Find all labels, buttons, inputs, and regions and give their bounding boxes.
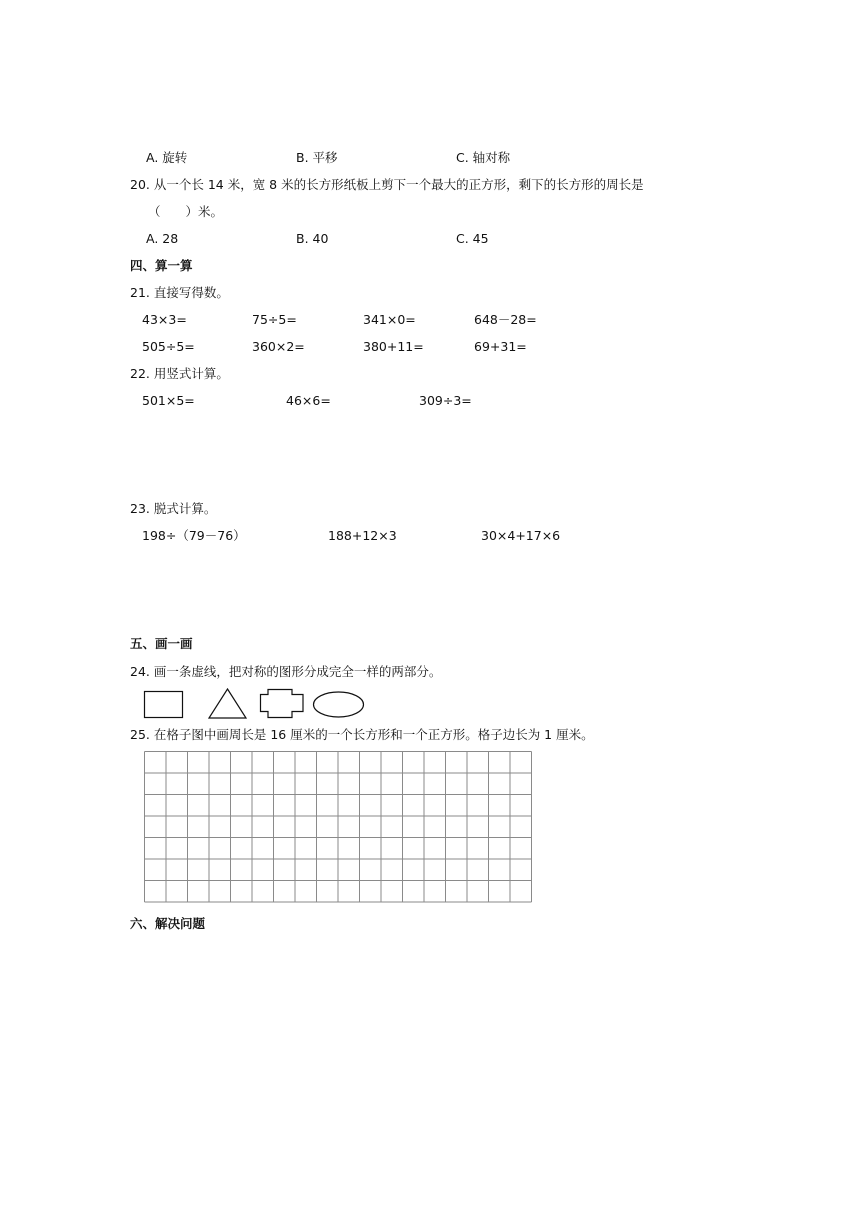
q24-shapes [140,686,380,722]
section-6-title: 六、解决问题 [130,916,206,931]
q21-item: 69+31= [474,339,527,354]
q24-title: 24. 画一条虚线，把对称的图形分成完全一样的两部分。 [130,664,442,679]
square-grid[interactable] [144,751,533,904]
q22-title: 22. 用竖式计算。 [130,366,229,381]
section-4-title: 四、算一算 [130,258,193,273]
q23-item: 30×4+17×6 [481,528,561,543]
q21-title: 21. 直接写得数。 [130,285,229,300]
q22-item: 46×6= [286,393,331,408]
q19-option-a: A. 旋转 [146,150,188,165]
q20-text-line2: （ ）米。 [148,204,224,219]
q21-item: 648－28= [474,312,537,327]
q19-option-c: C. 轴对称 [456,150,511,165]
cross-icon [261,690,304,718]
rectangle-icon [145,692,183,718]
q23-title: 23. 脱式计算。 [130,501,217,516]
section-5-title: 五、画一画 [130,636,193,651]
q20-option-a: A. 28 [146,231,179,246]
q21-item: 43×3= [142,312,187,327]
q21-item: 380+11= [363,339,424,354]
q25-title: 25. 在格子图中画周长是 16 厘米的一个长方形和一个正方形。格子边长为 1 厘米。 [130,727,594,742]
q23-item: 188+12×3 [328,528,397,543]
q21-item: 75÷5= [252,312,297,327]
q22-item: 501×5= [142,393,195,408]
q20-text-line1: 20. 从一个长 14 米，宽 8 米的长方形纸板上剪下一个最大的正方形，剩下的长方形的周长是 [130,177,644,192]
q22-item: 309÷3= [419,393,472,408]
q21-item: 341×0= [363,312,416,327]
q21-item: 505÷5= [142,339,195,354]
q20-option-b: B. 40 [296,231,329,246]
triangle-icon [209,689,246,718]
q23-item: 198÷（79－76） [142,528,246,543]
q20-option-c: C. 45 [456,231,489,246]
ellipse-icon [314,692,364,717]
q21-item: 360×2= [252,339,305,354]
q19-option-b: B. 平移 [296,150,338,165]
